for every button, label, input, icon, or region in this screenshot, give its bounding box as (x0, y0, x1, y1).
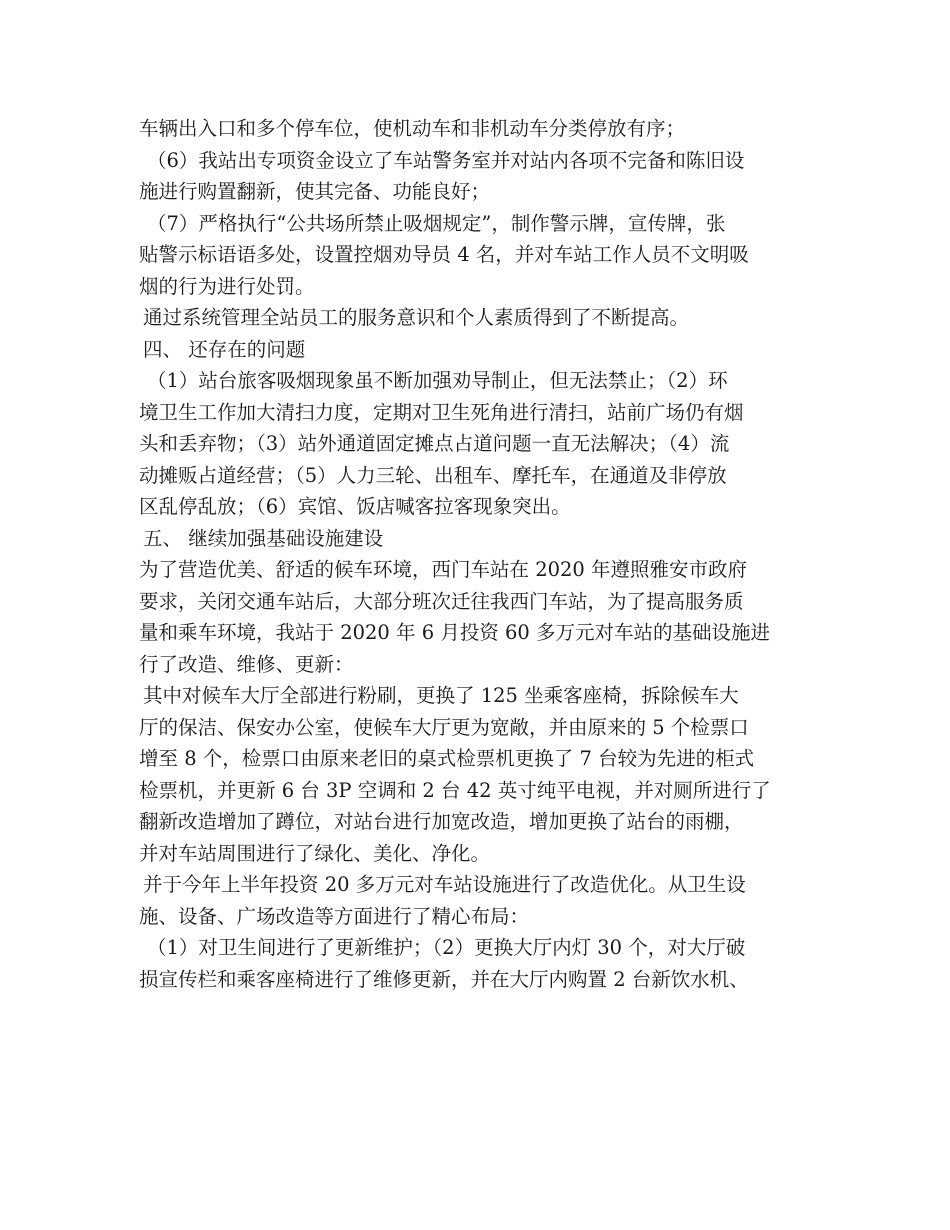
text-line: （1）对卫生间进行了更新维护；（2）更换大厅内灯 30 个，对大厅破 (147, 936, 746, 959)
text-line: 头和丢弃物；（3）站外通道固定摊点占道问题一直无法解决；（4）流 (139, 432, 730, 455)
text-line: （6）我站出专项资金设立了车站警务室并对站内各项不完备和陈旧设 (147, 148, 745, 172)
text-line: 要求，关闭交通车站后，大部分班次迁往我西门车站，为了提高服务质 (139, 589, 744, 613)
text-line: 行了改造、维修、更新： (139, 652, 354, 676)
text-line: 损宣传栏和乘客座椅进行了维修更新，并在大厅内购置 2 台新饮水机、 (139, 967, 749, 991)
text-line: 车辆出入口和多个停车位，使机动车和非机动车分类停放有序； (139, 117, 686, 140)
text-line: 境卫生工作加大清扫力度，定期对卫生死角进行清扫，站前广场仍有烟 (139, 400, 744, 424)
text-line: 并对车站周围进行了绿化、美化、净化。 (139, 841, 491, 865)
text-line: 检票机，并更新 6 台 3P 空调和 2 台 42 英寸纯平电视，并对厕所进行了 (139, 778, 771, 802)
text-line: 施、设备、广场改造等方面进行了精心布局： (139, 904, 530, 928)
text-line: 五、 继续加强基础设施建设 (143, 526, 384, 550)
text-line: 烟的行为进行处罚。 (139, 274, 315, 298)
text-line: 量和乘车环境，我站于 2020 年 6 月投资 60 多万元对车站的基础设施进 (139, 621, 771, 644)
text-line: 施进行购置翻新，使其完备、功能良好； (139, 180, 491, 203)
text-line: 为了营造优美、舒适的候车环境，西门车站在 2020 年遵照雅安市政府 (139, 558, 748, 581)
text-line: （1）站台旅客吸烟现象虽不断加强劝导制止，但无法禁止；（2）环 (147, 369, 728, 392)
text-line: 增至 8 个，检票口由原来老旧的桌式检票机更换了 7 台较为先进的柜式 (139, 747, 755, 770)
text-line: 其中对候车大厅全部进行粉刷，更换了 125 坐乘客座椅，拆除候车大 (143, 684, 739, 707)
text-line: 翻新改造增加了蹲位，对站台进行加宽改造，增加更换了站台的雨棚， (139, 810, 744, 833)
text-line: 并于今年上半年投资 20 多万元对车站设施进行了改造优化。从卫生设 (143, 873, 746, 896)
text-line: 区乱停乱放；（6）宾馆、饭店喊客拉客现象突出。 (139, 495, 571, 518)
text-line: （7）严格执行“公共场所禁止吸烟规定”，制作警示牌，宣传牌，张 (147, 211, 726, 235)
text-line: 四、 还存在的问题 (143, 337, 306, 361)
text-line: 贴警示标语语多处，设置控烟劝导员 4 名，并对车站工作人员不文明吸 (139, 243, 749, 266)
text-line: 厅的保洁、保安办公室，使候车大厅更为宽敞，并由原来的 5 个检票口 (139, 715, 749, 739)
text-line: 通过系统管理全站员工的服务意识和个人素质得到了不断提高。 (143, 306, 690, 329)
document-page (139, 113, 819, 995)
text-line: 动摊贩占道经营；（5）人力三轮、出租车、摩托车，在通道及非停放 (139, 463, 727, 487)
